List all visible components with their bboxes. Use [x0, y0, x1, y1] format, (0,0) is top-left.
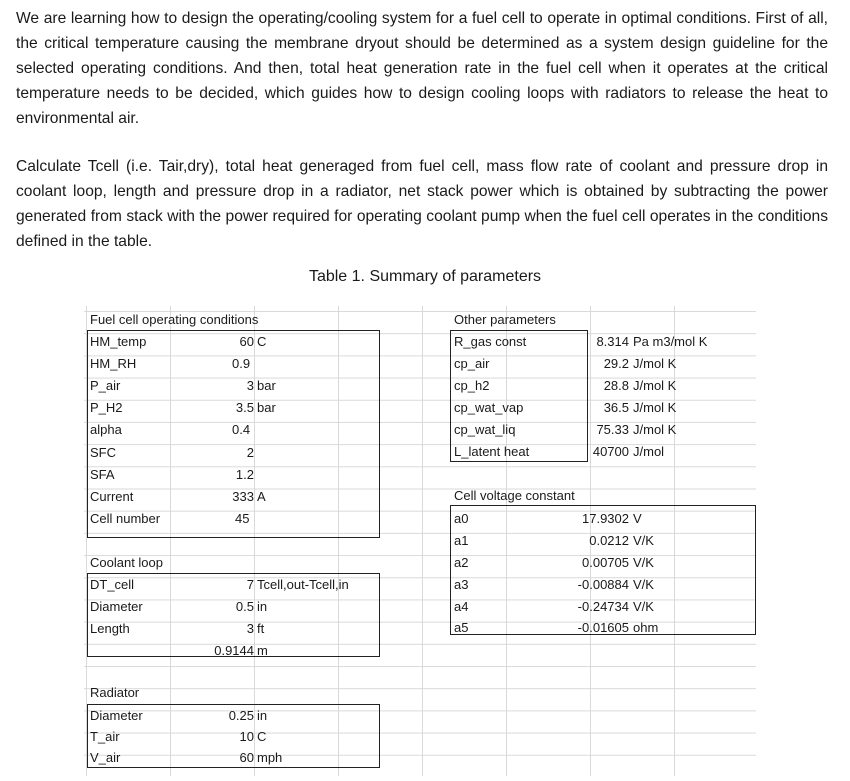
param-value: -0.00884: [577, 577, 629, 592]
param-name: cp_wat_liq: [454, 422, 516, 437]
param-value: 0.4: [232, 422, 251, 437]
param-name: a2: [454, 555, 469, 570]
param-unit: V/K: [633, 555, 654, 570]
param-value: 75.33: [596, 422, 629, 437]
table-caption: Table 1. Summary of parameters: [308, 268, 542, 285]
param-name: a0: [454, 511, 469, 526]
param-value: 17.9302: [582, 511, 629, 526]
param-unit: V: [633, 511, 642, 526]
fuel-cell-section-title: Fuel cell operating conditions: [90, 312, 259, 327]
param-value: 0.00705: [582, 555, 629, 570]
other-section-title: Other parameters: [454, 312, 556, 327]
param-name: HM_temp: [90, 334, 147, 349]
param-unit: bar: [257, 378, 276, 393]
param-value: 0.0212: [589, 533, 629, 548]
param-name: L_latent heat: [454, 444, 530, 459]
param-name: DT_cell: [90, 577, 135, 592]
param-value: 2: [246, 445, 254, 460]
param-name: SFC: [90, 445, 116, 460]
param-value: 45: [235, 511, 250, 526]
param-name: Current: [90, 489, 134, 504]
param-value: 3: [246, 378, 254, 393]
param-unit: V/K: [633, 599, 654, 614]
param-name: Cell number: [90, 511, 161, 526]
param-unit: J/mol K: [633, 356, 677, 371]
param-name: R_gas const: [454, 334, 527, 349]
param-unit: C: [257, 334, 267, 349]
param-name: cp_h2: [454, 378, 490, 393]
param-value: 0.9144: [214, 643, 254, 658]
param-unit: V/K: [633, 577, 654, 592]
intro-paragraph-1: We are learning how to design the operating/cooling system for a fuel cell to operate in optimal conditions. First of all, the critical temperature causing the membrane dryout should be determined as a system design guideline for the selected operating conditions. And then, total heat generation rate in the fuel cell when it operates at the critical temperature needs to be decided, which guides how to design cooling loops with radiators to release the heat to environmental air.: [16, 10, 828, 127]
param-name: Length: [90, 621, 130, 636]
param-name: Diameter: [90, 708, 143, 723]
param-name: cp_air: [454, 356, 490, 371]
param-name: cp_wat_vap: [454, 400, 524, 415]
param-unit: J/mol K: [633, 422, 677, 437]
parameters-spreadsheet: [84, 306, 756, 776]
param-unit: Pa m3/mol K: [633, 334, 708, 349]
param-value: 29.2: [603, 356, 629, 371]
param-value: 36.5: [603, 400, 629, 415]
param-name: HM_RH: [90, 356, 137, 371]
param-unit: C: [257, 729, 267, 744]
param-value: 60: [239, 334, 254, 349]
param-value: 0.9: [232, 356, 251, 371]
param-value: 8.314: [596, 334, 629, 349]
param-unit: V/K: [633, 533, 654, 548]
param-name: a3: [454, 577, 469, 592]
param-name: Diameter: [90, 599, 143, 614]
param-name: a1: [454, 533, 469, 548]
param-unit: in: [257, 708, 268, 723]
param-value: 3.5: [235, 400, 254, 415]
param-unit: ft: [257, 621, 265, 636]
param-value: 28.8: [603, 378, 629, 393]
param-unit: J/mol K: [633, 378, 677, 393]
param-unit: in: [257, 599, 268, 614]
param-value: 60: [239, 750, 254, 765]
param-name: V_air: [90, 750, 121, 765]
param-value: 1.2: [235, 467, 254, 482]
coolant-section-title: Coolant loop: [90, 555, 163, 570]
param-name: P_H2: [90, 400, 123, 415]
param-unit: m: [257, 643, 268, 658]
param-value: -0.24734: [577, 599, 629, 614]
param-value: 0.25: [228, 708, 254, 723]
param-unit: Tcell,out-Tcell,in: [257, 577, 349, 592]
param-unit: J/mol: [633, 444, 665, 459]
param-value: 333: [232, 489, 254, 504]
param-unit: bar: [257, 400, 276, 415]
param-name: T_air: [90, 729, 120, 744]
param-name: SFA: [90, 467, 115, 482]
intro-paragraph-2: Calculate Tcell (i.e. Tair,dry), total heat generaged from fuel cell, mass flow rate of coolant and pressure drop in coolant loop, length and pressure drop in a radiator, net stack power which is obtained by subtracting the power generated from stack with the power required for operating coolant pump when the fuel cell operates in the conditions defined in the table.: [16, 158, 828, 250]
param-unit: ohm: [633, 620, 659, 635]
param-unit: A: [257, 489, 266, 504]
param-name: P_air: [90, 378, 121, 393]
radiator-section-title: Radiator: [90, 685, 140, 700]
param-name: a5: [454, 620, 469, 635]
param-value: 7: [246, 577, 254, 592]
param-unit: J/mol K: [633, 400, 677, 415]
param-name: a4: [454, 599, 469, 614]
param-value: 0.5: [235, 599, 254, 614]
param-unit: mph: [257, 750, 283, 765]
param-value: 40700: [592, 444, 629, 459]
param-value: -0.01605: [577, 620, 629, 635]
voltage-section-title: Cell voltage constant: [454, 488, 575, 503]
param-value: 3: [246, 621, 254, 636]
param-name: alpha: [90, 422, 122, 437]
param-value: 10: [239, 729, 254, 744]
